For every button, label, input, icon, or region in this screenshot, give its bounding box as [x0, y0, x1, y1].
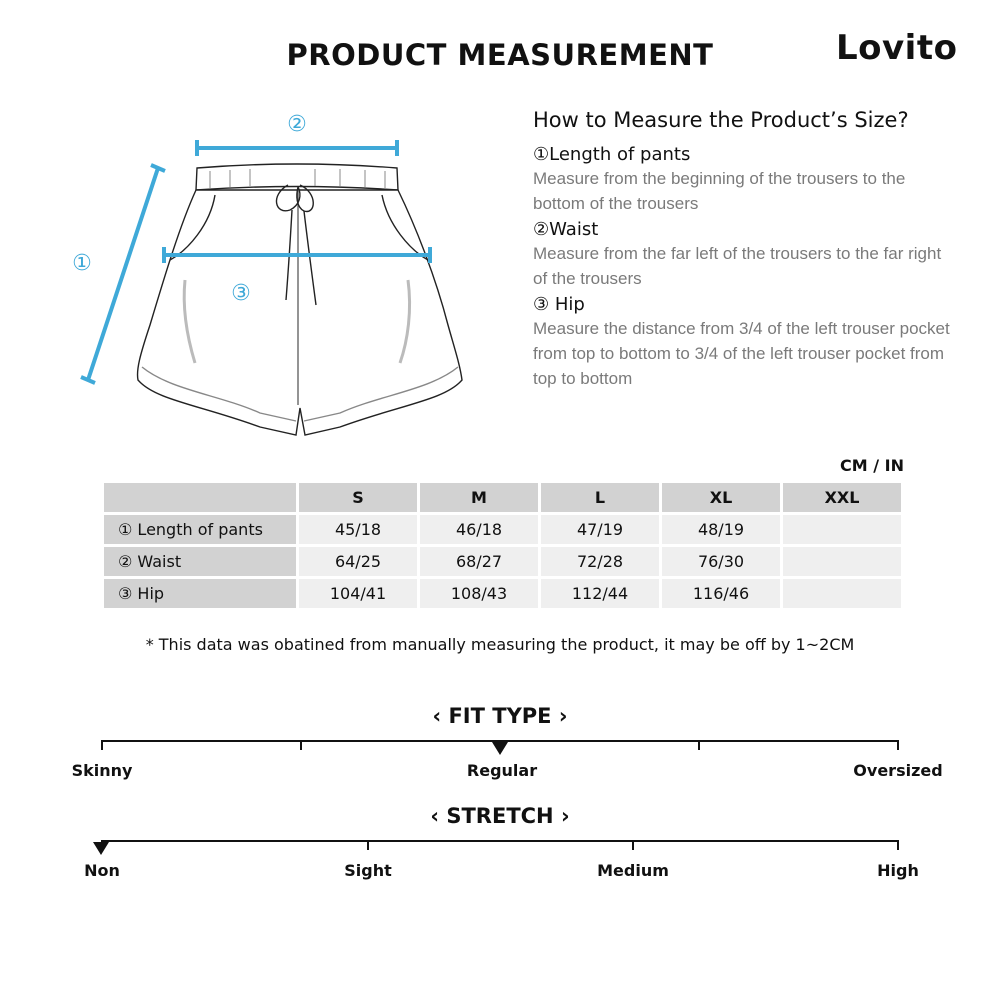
how-to-measure-section: [533, 108, 953, 394]
stretch-tick: [897, 840, 899, 850]
table-row: [104, 547, 901, 576]
step-waist-title: ②Waist: [533, 219, 599, 240]
table-header-xl: XL: [662, 483, 780, 512]
table-header-xxl: XXL: [783, 483, 901, 512]
hip-marker: ③: [231, 281, 251, 306]
table-cell: 108/43: [420, 579, 538, 608]
table-cell: 112/44: [541, 579, 659, 608]
table-cell: 72/28: [541, 547, 659, 576]
table-cell: 68/27: [420, 547, 538, 576]
shorts-outline: [138, 164, 463, 435]
length-marker: ①: [72, 251, 92, 276]
fit-tick: [300, 740, 302, 750]
step-hip-title: ③ Hip: [533, 294, 585, 315]
stretch-label-high: High: [877, 861, 919, 880]
stretch-label-medium: Medium: [597, 861, 669, 880]
fit-tick: [101, 740, 103, 750]
step-length-title: ①Length of pants: [533, 144, 691, 165]
fit-type-title: ‹ FIT TYPE ›: [432, 704, 568, 728]
table-cell: 48/19: [662, 515, 780, 544]
table-cell: 116/46: [662, 579, 780, 608]
table-header-s: S: [299, 483, 417, 512]
table-header-row: [104, 483, 901, 512]
step-waist-desc: Measure from the far left of the trousers to the far right of the trousers: [533, 244, 942, 288]
stretch-tick: [367, 840, 369, 850]
row-label-waist: ② Waist: [104, 547, 296, 576]
waist-marker: ②: [287, 112, 307, 137]
stretch-label-sight: Sight: [344, 861, 392, 880]
measurement-note: * This data was obatined from manually measuring the product, it may be off by 1~2CM: [145, 635, 855, 654]
row-label-hip: ③ Hip: [104, 579, 296, 608]
step-length-desc: Measure from the beginning of the trousers to the bottom of the trousers: [533, 169, 906, 213]
fit-label-regular: Regular: [466, 761, 538, 780]
table-header-l: L: [541, 483, 659, 512]
stretch-selected-marker-icon: [93, 842, 109, 855]
fit-tick: [698, 740, 700, 750]
table-cell: 64/25: [299, 547, 417, 576]
table-row: [104, 579, 901, 608]
row-label-length: ① Length of pants: [104, 515, 296, 544]
table-cell: [783, 515, 901, 544]
fit-label-skinny: Skinny: [71, 761, 133, 780]
stretch-tick: [632, 840, 634, 850]
size-table: [101, 480, 904, 611]
stretch-label-non: Non: [84, 861, 120, 880]
table-cell: [783, 547, 901, 576]
table-cell: 45/18: [299, 515, 417, 544]
table-header-blank: [104, 483, 296, 512]
table-cell: 46/18: [420, 515, 538, 544]
table-cell: 104/41: [299, 579, 417, 608]
unit-label: CM / IN: [840, 456, 904, 475]
brand-logo: Lovito: [836, 28, 958, 68]
fit-selected-marker-icon: [492, 742, 508, 755]
table-cell: [783, 579, 901, 608]
shorts-diagram: [60, 105, 480, 450]
how-to-title: How to Measure the Product’s Size?: [533, 108, 909, 132]
table-row: [104, 515, 901, 544]
page-title: PRODUCT MEASUREMENT: [286, 38, 714, 72]
table-header-m: M: [420, 483, 538, 512]
stretch-title: ‹ STRETCH ›: [430, 804, 570, 828]
stretch-scale-line: [101, 840, 899, 842]
table-cell: 47/19: [541, 515, 659, 544]
table-cell: 76/30: [662, 547, 780, 576]
step-hip-desc: Measure the distance from 3/4 of the left trouser pocket from top to bottom to 3/4 of the left trouser pocket from top to bottom: [533, 319, 950, 388]
fit-tick: [897, 740, 899, 750]
fit-label-oversized: Oversized: [853, 761, 943, 780]
